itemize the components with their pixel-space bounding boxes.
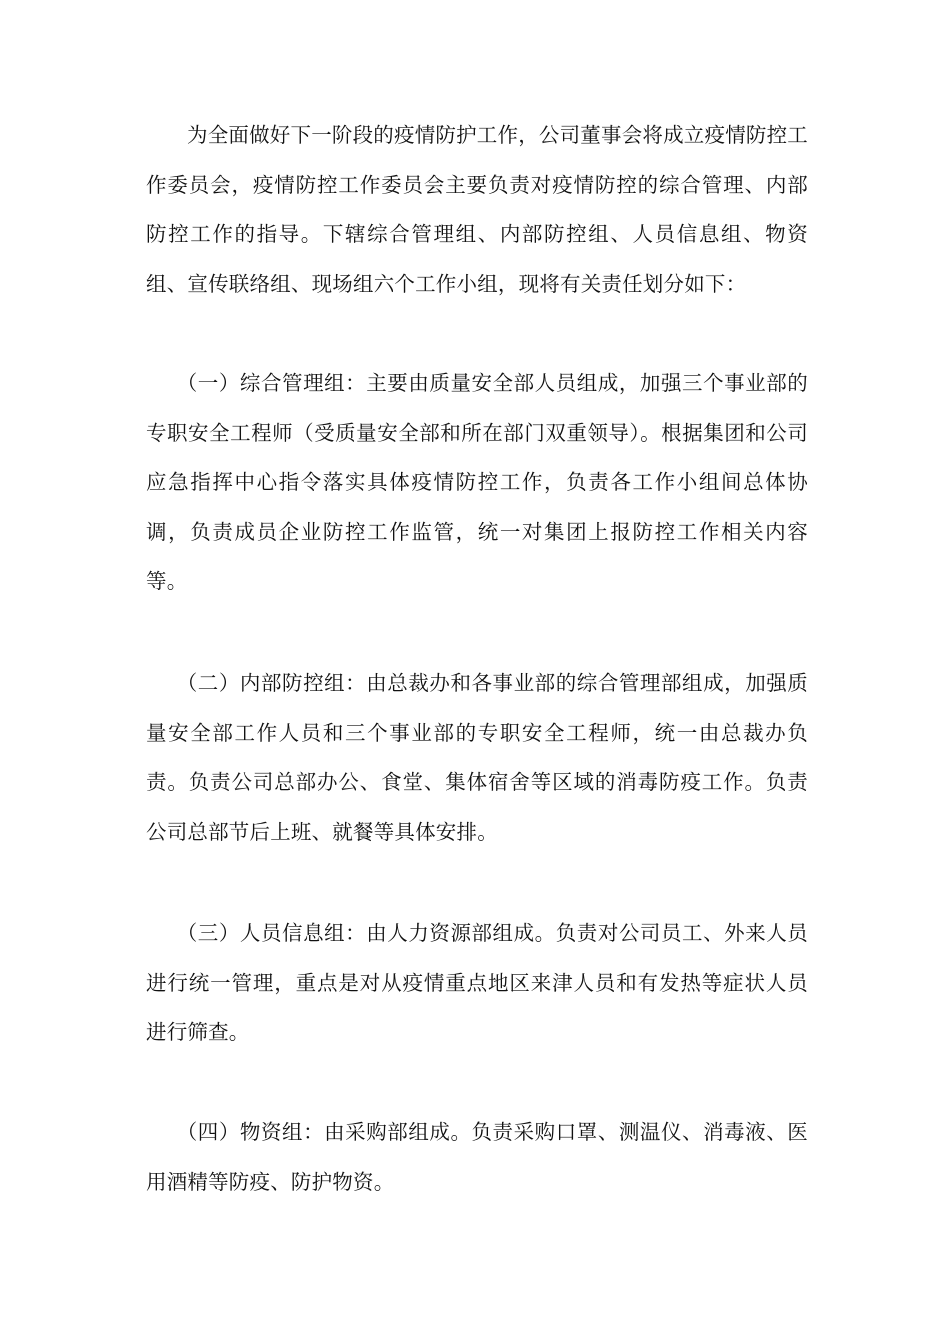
- section-internal-control: （二）内部防控组：由总裁办和各事业部的综合管理部组成，加强质量安全部工作人员和三个事业部的专职安全工程师，统一由总裁办负责。负责公司总部办公、食堂、集体宿舍等区域的消毒防疫工作。负责公司总部节后上班、就餐等具体安排。: [146, 671, 808, 844]
- section-materials: （四）物资组：由采购部组成。负责采购口罩、测温仪、消毒液、医用酒精等防疫、防护物资。: [146, 1120, 808, 1194]
- section-personnel-info: （三）人员信息组：由人力资源部组成。负责对公司员工、外来人员进行统一管理，重点是对从疫情重点地区来津人员和有发热等症状人员进行筛查。: [146, 921, 808, 1044]
- section-general-management: （一）综合管理组：主要由质量安全部人员组成，加强三个事业部的专职安全工程师（受质量安全部和所在部门双重领导）。根据集团和公司应急指挥中心指令落实具体疫情防控工作，负责各工作小组间总体协调，负责成员企业防控工作监管，统一对集团上报防控工作相关内容等。: [146, 371, 808, 593]
- intro-paragraph: 为全面做好下一阶段的疫情防护工作，公司董事会将成立疫情防控工作委员会，疫情防控工作委员会主要负责对疫情防控的综合管理、内部防控工作的指导。下辖综合管理组、内部防控组、人员信息组、物资组、宣传联络组、现场组六个工作小组，现将有关责任划分如下：: [146, 123, 808, 296]
